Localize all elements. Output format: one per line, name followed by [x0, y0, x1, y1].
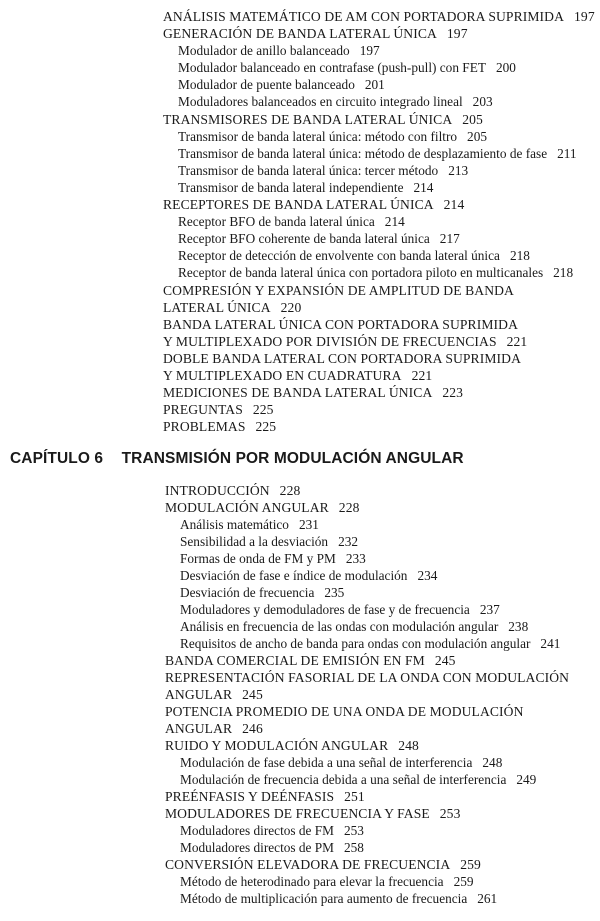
toc-entry: [0, 652, 600, 669]
toc-entry-page: 205: [467, 128, 487, 144]
toc-entry-title: Modulador de puente balanceado: [178, 77, 355, 93]
chapter-heading: [10, 450, 590, 468]
toc-entry-title: BANDA COMERCIAL DE EMISIÓN EN FM: [165, 653, 425, 668]
toc-entry: [0, 669, 600, 686]
toc-entry-page: 231: [298, 517, 319, 532]
toc-entry: [0, 196, 600, 213]
toc-entry-title: MODULADORES DE FRECUENCIA Y FASE: [165, 806, 430, 821]
toc-entry-page: 235: [324, 585, 345, 600]
toc-entry-title: TRANSMISORES DE BANDA LATERAL ÚNICA: [163, 111, 453, 127]
toc-entry-title: Transmisor de banda lateral única: método de desplazamiento de fase: [178, 145, 548, 161]
toc-entry: [0, 316, 600, 333]
toc-entry-page: 251: [344, 789, 365, 804]
toc-entry: [0, 350, 600, 367]
toc-entry-title: RECEPTORES DE BANDA LATERAL ÚNICA: [163, 197, 434, 213]
toc-entry-page: 253: [344, 823, 364, 838]
toc-entry-title: PREÉNFASIS Y DEÉNFASIS: [165, 789, 335, 804]
toc-entry: [0, 333, 600, 350]
toc-subentry: [0, 550, 600, 567]
toc-entry-title: Moduladores balanceados en circuito integrado lineal: [178, 94, 463, 110]
toc-entry: [0, 367, 600, 384]
toc-entry-page: 232: [338, 534, 359, 549]
toc-subentry: [0, 618, 600, 635]
toc-entry: [0, 703, 600, 720]
toc-entry-title: BANDA LATERAL ÚNICA CON PORTADORA SUPRIMIDA: [163, 316, 518, 332]
toc-entry-title: REPRESENTACIÓN FASORIAL DE LA ONDA CON MODULACIÓN: [165, 670, 570, 685]
toc-entry-page: 248: [398, 738, 419, 753]
toc-entry: [0, 720, 600, 737]
toc-subentry: [0, 890, 600, 907]
toc-entry-page: 214: [413, 179, 434, 195]
toc-entry-page: 233: [345, 551, 366, 566]
toc-subentry: [0, 822, 600, 839]
chapter-title: TRANSMISIÓN POR MODULACIÓN ANGULAR: [121, 450, 464, 467]
toc-entry: [0, 299, 600, 316]
toc-entry-title: Desviación de fase e índice de modulación: [180, 568, 408, 583]
toc-subentry: [0, 93, 600, 110]
toc-subentry: [0, 59, 600, 76]
toc-entry-page: 234: [417, 568, 438, 583]
toc-entry-page: 214: [384, 214, 405, 230]
toc-entry-page: 197: [359, 43, 380, 59]
toc-entry-page: 221: [506, 333, 528, 349]
chapter-number: CAPÍTULO 6: [10, 450, 104, 467]
toc-entry-page: 249: [516, 772, 537, 787]
toc-entry-page: 203: [472, 94, 493, 110]
toc-entry-title: Receptor BFO coherente de banda lateral única: [178, 231, 430, 247]
toc-entry-title: Y MULTIPLEXADO EN CUADRATURA: [163, 367, 402, 383]
toc-entry-title: Requisitos de ancho de banda para ondas con modulación angular: [180, 636, 531, 651]
toc-entry-page: 259: [460, 857, 481, 872]
toc-entry-title: PREGUNTAS: [163, 402, 243, 418]
toc-entry-title: MEDICIONES DE BANDA LATERAL ÚNICA: [163, 385, 433, 401]
toc-subentry: [0, 213, 600, 230]
toc-entry-page: 214: [443, 197, 465, 213]
toc-entry-title: Moduladores directos de FM: [180, 823, 334, 838]
toc-subentry: [0, 601, 600, 618]
toc-entry-title: INTRODUCCIÓN: [165, 483, 270, 498]
toc-entry-page: 218: [553, 265, 574, 281]
toc-entry-page: 223: [442, 385, 464, 401]
toc-entry: [0, 856, 600, 873]
toc-entry-page: 228: [338, 500, 360, 515]
toc-subentry: [0, 635, 600, 652]
toc-entry-page: 197: [574, 9, 595, 24]
toc-subentry: [0, 230, 600, 247]
toc-entry-page: 258: [344, 840, 364, 855]
toc-entry-title: PROBLEMAS: [163, 419, 246, 435]
toc-entry-page: 201: [364, 77, 385, 93]
toc-entry-page: 218: [509, 248, 530, 264]
toc-entry-page: 221: [411, 367, 433, 383]
toc-entry: [0, 384, 600, 401]
toc-entry-title: COMPRESIÓN Y EXPANSIÓN DE AMPLITUD DE BANDA: [163, 282, 514, 298]
toc-entry-page: 217: [439, 231, 460, 247]
toc-entry-title: Método de heterodinado para elevar la frecuencia: [180, 874, 444, 889]
toc-entry-title: Y MULTIPLEXADO POR DIVISIÓN DE FRECUENCIAS: [163, 333, 497, 349]
toc-entry-page: 245: [242, 687, 263, 702]
toc-entry-page: 248: [482, 755, 503, 770]
toc-subentry: [0, 584, 600, 601]
toc-entry-title: ANÁLISIS MATEMÁTICO DE AM CON PORTADORA SUPRIMIDA: [163, 9, 565, 24]
toc-entry: [0, 401, 600, 418]
toc-entry-title: POTENCIA PROMEDIO DE UNA ONDA DE MODULACIÓN: [165, 704, 524, 719]
toc-subentry: [0, 162, 600, 179]
toc-entry-title: Sensibilidad a la desviación: [180, 534, 329, 549]
toc-entry-page: 211: [557, 145, 577, 161]
toc-entry: [0, 8, 600, 25]
toc-entry-title: Modulador balanceado en contrafase (push-pull) con FET: [178, 60, 486, 76]
toc-entry: [0, 788, 600, 805]
toc-entry-title: Transmisor de banda lateral única: método con filtro: [178, 128, 458, 144]
toc-entry-title: DOBLE BANDA LATERAL CON PORTADORA SUPRIMIDA: [163, 350, 521, 366]
toc-entry-page: 213: [448, 162, 469, 178]
toc-entry-title: CONVERSIÓN ELEVADORA DE FRECUENCIA: [165, 857, 451, 872]
toc-subentry: [0, 247, 600, 264]
toc-subentry: [0, 533, 600, 550]
toc-entry-title: Formas de onda de FM y PM: [180, 551, 336, 566]
toc-entry-page: 261: [477, 891, 498, 906]
toc-entry-title: Análisis matemático: [180, 517, 289, 532]
toc-entry: [0, 686, 600, 703]
toc-entry: [0, 805, 600, 822]
toc-entry-page: 259: [453, 874, 474, 889]
toc-entry-title: LATERAL ÚNICA: [163, 299, 271, 315]
toc-subentry: [0, 42, 600, 59]
toc-subentry: [0, 516, 600, 533]
toc-section-chapter-5: [0, 8, 600, 435]
toc-entry-title: RUIDO Y MODULACIÓN ANGULAR: [165, 738, 389, 753]
toc-entry-title: GENERACIÓN DE BANDA LATERAL ÚNICA: [163, 26, 437, 42]
toc-subentry: [0, 754, 600, 771]
toc-entry-title: Análisis en frecuencia de las ondas con modulación angular: [180, 619, 499, 634]
toc-entry-title: Receptor BFO de banda lateral única: [178, 214, 375, 230]
toc-entry-page: 238: [508, 619, 529, 634]
toc-subentry: [0, 771, 600, 788]
toc-entry-page: 241: [540, 636, 561, 651]
toc-subentry: [0, 76, 600, 93]
toc-subentry: [0, 264, 600, 281]
toc-section-chapter-6: [0, 482, 600, 907]
toc-entry: [0, 499, 600, 516]
toc-subentry: [0, 128, 600, 145]
toc-entry-page: 228: [279, 483, 301, 498]
toc-entry-title: Modulador de anillo balanceado: [178, 43, 350, 59]
toc-subentry: [0, 567, 600, 584]
toc-entry-page: 237: [479, 602, 500, 617]
toc-entry-page: 200: [495, 60, 516, 76]
toc-entry-title: Modulación de frecuencia debida a una señal de interferencia: [180, 772, 507, 787]
toc-entry-title: Desviación de frecuencia: [180, 585, 315, 600]
toc-entry-page: 225: [252, 402, 274, 418]
toc-entry-title: Método de multiplicación para aumento de frecuencia: [180, 891, 468, 906]
toc-entry-page: 220: [280, 299, 302, 315]
toc-entry-title: Transmisor de banda lateral única: tercer método: [178, 162, 439, 178]
toc-entry-page: 253: [439, 806, 461, 821]
toc-entry: [0, 418, 600, 435]
toc-subentry: [0, 145, 600, 162]
toc-entry-page: 245: [434, 653, 456, 668]
toc-entry-title: ANGULAR: [165, 721, 233, 736]
toc-entry: [0, 25, 600, 42]
toc-entry-page: 197: [446, 26, 468, 42]
toc-entry-page: 225: [255, 419, 277, 435]
toc-entry-page: 246: [242, 721, 263, 736]
toc-entry-title: Moduladores directos de PM: [180, 840, 334, 855]
toc-entry-title: Receptor de banda lateral única con portadora piloto en multicanales: [178, 265, 544, 281]
toc-entry: [0, 111, 600, 128]
toc-entry: [0, 482, 600, 499]
toc-entry: [0, 282, 600, 299]
toc-entry-title: Moduladores y demoduladores de fase y de frecuencia: [180, 602, 470, 617]
toc-entry-title: Receptor de detección de envolvente con banda lateral única: [178, 248, 500, 264]
toc-entry-title: ANGULAR: [165, 687, 233, 702]
toc-subentry: [0, 839, 600, 856]
toc-entry-title: Transmisor de banda lateral independiente: [178, 179, 404, 195]
toc-subentry: [0, 179, 600, 196]
toc-entry-title: Modulación de fase debida a una señal de interferencia: [180, 755, 473, 770]
toc-entry-title: MODULACIÓN ANGULAR: [165, 500, 329, 515]
toc-entry-page: 205: [462, 111, 483, 127]
toc-subentry: [0, 873, 600, 890]
toc-entry: [0, 737, 600, 754]
